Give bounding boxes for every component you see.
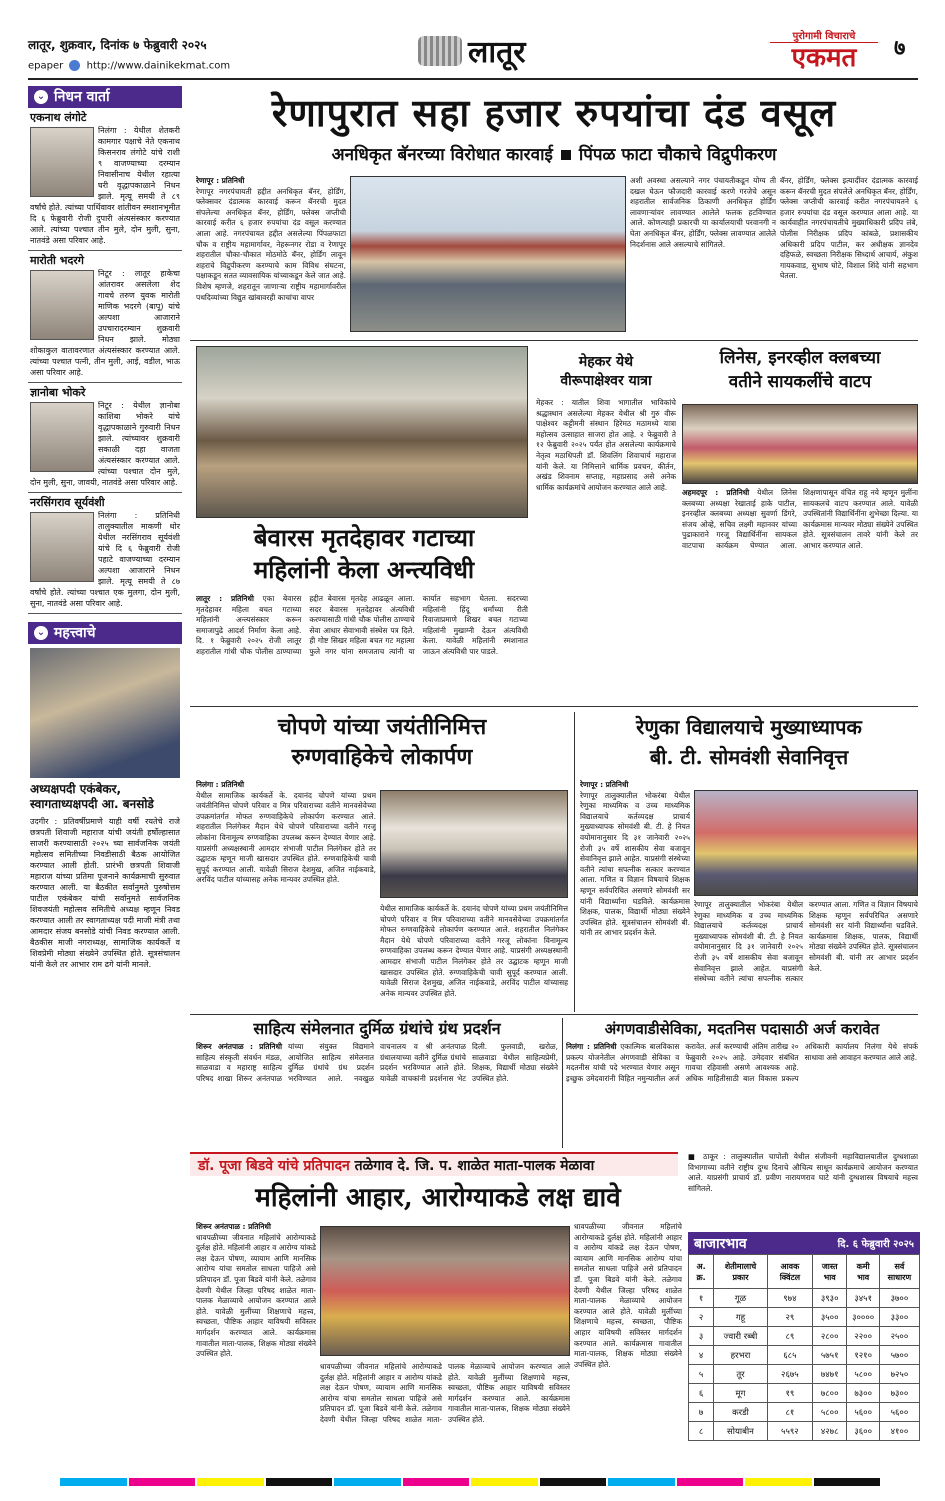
health-text-col3: धावपळीच्या जीवनात महिलांचे आरोग्याकडे दुर्लक्ष होते. महिलांनी आहार व आरोग्य यांकडे लक्ष देऊन पोषण, व्यायाम आणि मानसिक आरोग्य यांचा समतोल साधला पाहिजे असे प्रतिपादन डॉ. पूजा बिडवे यांनी केले. तळेगाव देवणी येथील जिल्हा परिषद शाळेत माता-पालक मेळाव्याचे आयोजन करण्यात आले होते. यावेळी मुलींच्या शिक्षणाचे महत्त्व, स्वच्छता, पौष्टिक आहार याविषयी सविस्तर मार्गदर्शन करण्यात आले. कार्यक्रमास गावातील माता-पालक, शिक्षक मोठ्या संख्येने उपस्थित होते. xyxy=(574,1222,682,1369)
market-rates-title: बाजारभाव xyxy=(694,1235,747,1252)
yatra-kicker-a: मेहकर येथे xyxy=(578,354,634,370)
epaper-label: epaper xyxy=(28,60,64,72)
table-cell: ४२७८ xyxy=(812,1422,847,1441)
city-emblem-icon xyxy=(418,36,462,66)
thakur-brief: ■ ठाकूर : तालुक्यातील चापोली येथील संजीवनी महाविद्यालयातील दुग्धशाळा विभागाच्या वतीने राष्ट्रीय दुग्ध दिनाचे औचित्य साधून कार्यक्रमाचे आयोजन करण्यात आले. याप्रसंगी प्राचार्य डॉ. प्रवीण नारायणराव घाटे यांनी दुग्धशास्त्र विषयाचे महत्त्व सांगितले. xyxy=(688,1152,918,1193)
masthead-rule xyxy=(28,78,918,80)
lead-subhead xyxy=(190,142,918,165)
table-cell: ३६०० xyxy=(847,1422,879,1441)
obituary-text: निटूर : लातूर हाकेचा आंतरावर असलेला शेद गावचे तरुण युवक मारोती माणिक भदरगे (बापू) यांचे अल्पशा आजाराने उपचारादरम्यान शुक्रवारी निधन झाले. मोठ्या शोकाकुल वातावरणात अंत्यसंस्कार करण्यात आले. त्यांच्या पश्चात पत्नी, तीन मुली, आई, वडील, भाऊ असा परिवार आहे. xyxy=(30,269,180,377)
table-cell: ९७४ xyxy=(767,1289,812,1308)
table-cell: २६७५ xyxy=(767,1365,812,1384)
anganwadi-body: एकात्मिक बालविकास प्रकल्प योजनेतील अंगणवाडी सेविका व मदतनीस यांची पदे भरण्यात येणार असून इच्छुक उमेदवारांनी विहित नमुन्यातील अर्ज करावेत. अर्ज करण्याची अंतिम तारीख २० फेब्रुवारी २०२५ आहे. उमेदवार संबंधित गावचा रहिवासी असणे आवश्यक आहे. अधिक माहितीसाठी बाल विकास प्रकल्प अधिकारी कार्यालय निलंगा येथे संपर्क साधावा असे आवाहन करण्यात आले आहे. xyxy=(566,1042,918,1083)
table-row xyxy=(689,1403,920,1422)
retirement-photo xyxy=(694,790,918,896)
ambulance-text-col1 xyxy=(196,780,376,1012)
health-text-col2: धावपळीच्या जीवनात महिलांचे आरोग्याकडे दुर्लक्ष होते. महिलांनी आहार व आरोग्य यांकडे लक्ष देऊन पोषण, व्यायाम आणि मानसिक आरोग्य यांचा समतोल साधला पाहिजे असे प्रतिपादन डॉ. पूजा बिडवे यांनी केले. तळेगाव देवणी येथील जिल्हा परिषद शाळेत माता-पालक मेळाव्याचे आयोजन करण्यात आले होते. यावेळी मुलींच्या शिक्षणाचे महत्त्व, स्वच्छता, पौष्टिक आहार याविषयी सविस्तर मार्गदर्शन करण्यात आले. कार्यक्रमास गावातील माता-पालक, शिक्षक मोठ्या संख्येने उपस्थित होते. xyxy=(320,1362,570,1424)
table-cell: गहू xyxy=(714,1308,768,1327)
chevron-down-icon: ⌄ xyxy=(34,626,48,640)
sahitya-body: साहित्य संस्कृती संवर्धन मंडळ, साळवाडा व महाराष्ट्र साहित्य परिषद शाखा शिरूर अनंतपाळ यांच्या संयुक्त विद्यमाने आयोजित साहित्य संमेलनात दुर्मिळ ग्रंथांचे ग्रंथ प्रदर्शन भरविण्यात आले. नवखुळ वाचनालय व श्री अनंतपाळ ग्रंथालयाच्या वतीने दुर्मिळ ग्रंथांचे प्रदर्शन भरविण्यात आले होते. यावेळी वाचकांनी प्रदर्शनास भेट दिली. फुलवाडी, खरोळ, साळवाडा येथील साहित्यप्रेमी, शिक्षक, विद्यार्थी मोठ्या संख्येने उपस्थित होते. xyxy=(196,1042,558,1083)
table-cell: ८९ xyxy=(767,1327,812,1346)
lead-headline: रेणापुरात सहा हजार रुपयांचा दंड वसूल xyxy=(271,90,837,135)
market-rates-header xyxy=(688,1232,920,1254)
table-cell: ८१ xyxy=(767,1403,812,1422)
lead-text-col1 xyxy=(196,176,346,334)
lead-byline: रेणापूर : प्रतिनिधी xyxy=(196,176,245,185)
globe-icon xyxy=(69,60,80,71)
health-banner-rest: तळेगाव दे. जि. प. शाळेत माता-पालक मेळावा xyxy=(354,1158,595,1174)
anganwadi-headline: अंगणवाडीसेविका, मदतनिस पदासाठी अर्ज करावेत xyxy=(604,1020,880,1038)
ambulance-headline-a: चोपणे यांच्या जयंतीनिमित्त xyxy=(277,714,487,740)
obituary-name: नरसिंगराव सूर्यवंशी xyxy=(30,496,105,509)
table-row xyxy=(689,1365,920,1384)
obituary-name: एकनाथ लंगोटे xyxy=(30,111,87,124)
sahitya-headline: साहित्य संमेलनात दुर्मिळ ग्रंथांचे ग्रंथ प्रदर्शन xyxy=(253,1019,501,1038)
table-cell: ४१०० xyxy=(879,1422,919,1441)
banners-photo xyxy=(350,176,626,332)
table-row xyxy=(689,1384,920,1403)
funeral-headline-b: महिलांनी केला अन्त्यविधी xyxy=(253,555,475,584)
table-cell: २२०० xyxy=(847,1327,879,1346)
funeral-headline xyxy=(196,522,532,586)
table-cell: ३५०० xyxy=(812,1308,847,1327)
ambulance-photo xyxy=(380,790,568,898)
column-header: जास्त भाव xyxy=(812,1255,847,1289)
funeral-text xyxy=(196,594,528,704)
lead-text-col4: बॅनर, होर्डिंग, फ्लेक्स इत्यादींवर दंडात्मक कारवाई करून बॅनरची मुदत संपलेले अनधिकृत बॅनर, होर्डिंग, फ्लेक्स जप्तीची कारवाई करीत नगरपंचायतने ६ हजार रुपयांचा दंड वसूल करण्यात आला आहे. या कार्यवाहीत नगरपंचायतीचे मुख्याधिकारी प्रदिप लंबे, पोलीस निरीक्षक प्रदिप कांबळे, प्रशासकीय अधिकारी प्रदिप पाटील, कर अधीक्षक ज्ञानदेव दहिफळे, स्वच्छता निरीक्षक सिध्दार्थ आचार्य, अंकुश गायकवाड, सुभाष घोटे, विशाल शिंदे यांनी सहभाग घेतला. xyxy=(780,176,918,281)
health-text-col1 xyxy=(196,1222,316,1472)
table-header-row xyxy=(689,1255,920,1289)
table-cell: ३०००० xyxy=(847,1308,879,1327)
city-name: लातूर xyxy=(468,35,526,70)
health-banner xyxy=(190,1152,678,1176)
table-cell: २९ xyxy=(767,1308,812,1327)
table-cell: ५८०० xyxy=(847,1365,879,1384)
table-cell: तूर xyxy=(714,1365,768,1384)
lions-body: येथील लिनेस क्लबच्या अध्यक्षा रेखाताई हाके पाटील, इनरव्हील क्लबच्या अध्यक्षा सुवर्णा डिंगरे, संजय ओव्हे, सचिव लक्ष्मी महानवर यांच्या पुढाकाराने गरजू विद्यार्थिनींना सायकल वाटपाचा कार्यक्रम घेण्यात आला. शिक्षणापासून वंचित राहू नये म्हणून मुलींना सायकलचे वाटप करण्यात आले. यावेळी उपस्थितांनी विद्यार्थिनींना शुभेच्छा दिल्या. या कार्यक्रमास मान्यवर मोठ्या संख्येने उपस्थित होते. सूत्रसंचालन तावरे यांनी केले तर आभार करण्यात आले. xyxy=(682,488,918,550)
market-rates-body xyxy=(689,1289,920,1441)
obituary-portrait xyxy=(30,270,94,340)
divider xyxy=(574,712,575,1012)
column-header: अ. क्र. xyxy=(689,1255,714,1289)
ambulance-body: येथील सामाजिक कार्यकर्ते के. दयानंद चोपणे यांच्या प्रथम जयंतीनिमित्त चोपणे परिवार व मित्र परिवाराच्या वतीने मानवसेवेच्या उपक्रमांतर्गत मोफत रुग्णवाहिकेचे लोकार्पण करण्यात आले. शहरातील निलंगेकर मैदान येथे चोपणे परिवाराच्या वतीने गरजू लोकांना विनामूल्य रुग्णवाहिका उपलब्ध करून देण्यात येणार आहे. याप्रसंगी अध्यक्षस्थानी आमदार संभाजी पाटील निलंगेकर होते तर उद्घाटक म्हणून माजी खासदार उपस्थित होते. रुग्णवाहिकेची चावी सुपूर्द करण्यात आली. यावेळी सिराज देशमुख, अजित नाईकवाडे, अरविंद पाटील यांच्यासह अनेक मान्यवर उपस्थित होते. xyxy=(196,790,376,885)
lead-subhead-b: पिंपळ फाटा चौकाचे विद्रुपीकरण xyxy=(578,145,777,165)
table-cell: ३३०० xyxy=(879,1308,919,1327)
market-rates-date: दि. ६ फेब्रुवारी २०२५ xyxy=(837,1239,914,1250)
epaper-line xyxy=(28,60,230,72)
print-registration-bar xyxy=(60,1478,880,1486)
health-body: धावपळीच्या जीवनात महिलांचे आरोग्याकडे दुर्लक्ष होते. महिलांनी आहार व आरोग्य यांकडे लक्ष देऊन पोषण, व्यायाम आणि मानसिक आरोग्य यांचा समतोल साधला पाहिजे असे प्रतिपादन डॉ. पूजा बिडवे यांनी केले. तळेगाव देवणी येथील जिल्हा परिषद शाळेत माता-पालक मेळाव्याचे आयोजन करण्यात आले होते. यावेळी मुलींच्या शिक्षणाचे महत्त्व, स्वच्छता, पौष्टिक आहार याविषयी सविस्तर मार्गदर्शन करण्यात आले. कार्यक्रमास गावातील माता-पालक, शिक्षक मोठ्या संख्येने उपस्थित होते. xyxy=(196,1232,316,1359)
table-cell: ५६०० xyxy=(847,1403,879,1422)
renuka-headline xyxy=(580,712,918,772)
health-headline: महिलांनी आहार, आरोग्याकडे लक्ष द्यावे xyxy=(255,1183,621,1213)
renuka-text-col2: रेणापूर तालुक्यातील भोकरंबा येथील रेणुका माध्यमिक व उच्च माध्यमिक विद्यालयाचे कर्तव्यदक्ष प्राचार्य मुख्याध्यापक सोमवंशी बी. टी. हे नियत वयोमानानुसार दि ३१ जानेवारी २०२५ रोजी ३५ वर्षे शासकीय सेवा बजावून सेवानिवृत्त झाले आहेत. याप्रसंगी संस्थेच्या वतीने त्यांचा सपत्नीक सत्कार करण्यात आला. गणित व विज्ञान विषयाचे शिक्षक म्हणून सर्वपरिचित असणारे सोमवंशी सर यांनी विद्यार्थ्यांना घडविले. कार्यक्रमास शिक्षक, पालक, विद्यार्थी मोठ्या संख्येने उपस्थित होते. सूत्रसंचालन सोमवंशी बी. यांनी तर आभार प्रदर्शन केले. xyxy=(694,900,918,984)
table-cell: ६८५ xyxy=(767,1346,812,1365)
lead-subhead-a: अनधिकृत बॅनरच्या विरोधात कारवाई xyxy=(331,145,553,165)
divider xyxy=(190,1014,918,1015)
yatra-kicker xyxy=(536,352,676,390)
table-cell: ज्वारी रब्बी xyxy=(714,1327,768,1346)
city-logo xyxy=(418,30,558,72)
yatra-kicker-b: वीरूपाक्षेश्वर यात्रा xyxy=(560,373,652,389)
ambulance-text-col2: येथील सामाजिक कार्यकर्ते के. दयानंद चोपणे यांच्या प्रथम जयंतीनिमित्त चोपणे परिवार व मित्र परिवाराच्या वतीने मानवसेवेच्या उपक्रमांतर्गत मोफत रुग्णवाहिकेचे लोकार्पण करण्यात आले. शहरातील निलंगेकर मैदान येथे चोपणे परिवाराच्या वतीने गरजू लोकांना विनामूल्य रुग्णवाहिका उपलब्ध करून देण्यात येणार आहे. याप्रसंगी अध्यक्षस्थानी आमदार संभाजी पाटील निलंगेकर होते तर उद्घाटक म्हणून माजी खासदार उपस्थित होते. रुग्णवाहिकेची चावी सुपूर्द करण्यात आली. यावेळी सिराज देशमुख, अजित नाईकवाडे, अरविंद पाटील यांच्यासह अनेक मान्यवर उपस्थित होते. xyxy=(380,904,568,998)
funeral-photo xyxy=(196,346,528,518)
lead-text-col3: अशी अवस्था असल्याने नगर पंचायतीकडून योग्य ती दखल घेऊन फौजदारी कारवाई करणे गरजेचे असून शहरातील सार्वजनिक ठिकाणी अनधिकृत होर्डिंग लावणाऱ्यांवर लावण्यात आलेले फलक हटविण्यात आले. कोणत्याही प्रकारची या कार्यालयाची परवानगी न घेता अनधिकृत बॅनर, होर्डिंग, फ्लेक्स लावण्यात आलेले निदर्शनास आले असल्याचे सांगितले. xyxy=(630,176,776,249)
table-row xyxy=(689,1308,920,1327)
table-cell: ७३०० xyxy=(879,1384,919,1403)
obituary-text: निलंगा : येथील शेतकरी कामगार पक्षाचे नेते एकनाथ किसनराव लंगोटे यांचे राशी ९ वाजण्याच्या दरम्यान निवासीनाच येथील रहात्या घरी वृद्धापकाळाने निधन झाले. मृत्यू समयी ते ८९ वर्षांचे होते. त्यांच्या पार्थिवावर शांतीवन स्मशानभूमीत दि ६ फेब्रुवारी रोजी दुपारी अंत्यसंस्कार करण्यात आले. त्यांच्या पश्चात तीन मुले, दोन मुली, सुना, नातवंडे असा परिवार आहे. xyxy=(30,126,180,245)
obituary-text: निलंगा : प्रतिनिधी तालुक्यातील माकणी थोर येथील नरसिंगराव सूर्यवंशी यांचे दि ६ फेब्रुवारी रोजी पहाटे वाजण्याच्या दरम्यान अल्पशा आजाराने निधन झाले. मृत्यू समयी ते ८७ वर्षांचे होते. त्यांच्या पश्चात एक मुलगा, दोन मुली, सुना, नातवंडे असा परिवार आहे. xyxy=(30,511,180,608)
brand-logo xyxy=(770,28,878,73)
renuka-headline-a: रेणुका विद्यालयाचे मुख्याध्यापक xyxy=(636,715,862,739)
health-banner-red: डॉ. पूजा बिडवे यांचे प्रतिपादन xyxy=(198,1158,350,1174)
website-link[interactable]: http://www.dainikekmat.com xyxy=(86,60,231,72)
column-header: कमी भाव xyxy=(847,1255,879,1289)
mothers-meeting-photo xyxy=(320,1226,570,1356)
table-cell: ७८०० xyxy=(812,1384,847,1403)
ambulance-headline xyxy=(196,712,568,772)
table-row xyxy=(689,1346,920,1365)
column-header: आवक क्विंटल xyxy=(767,1255,812,1289)
table-cell: ७३०० xyxy=(847,1384,879,1403)
lions-headline-b: वतीने सायकलींचे वाटप xyxy=(728,372,872,392)
important-story-text: उदगीर : प्रतिवर्षीप्रमाणे याही वर्षी रयतेचे राजे छत्रपती शिवाजी महाराज यांची जयंती हर्षोल्हासात साजरी करण्यासाठी २०२५ च्या सार्वजनिक जयंती महोत्सव समितीच्या निवडीसाठी बैठक आयोजित करण्यात आली होती. प्रारंभी छत्रपती शिवाजी महाराज यांच्या प्रतिमा पूजनाने कार्यक्रमाची सुरुवात करण्यात आली. या बैठकीत सर्वानुमते पुरुषोत्तम पाटील एकंबेकर यांची सर्वानुमते सार्वजनिक शिवजयंती महोत्सव समितीचे अध्यक्ष म्हणून निवड करण्यात आली तर स्वागताध्यक्ष पदी माजी मंत्री तथा आमदार संजय बनसोडे यांची निवड करण्यात आली. बैठकीस माजी नगराध्यक्ष, सामाजिक कार्यकर्ते व शिवप्रेमी मोठ्या संख्येने उपस्थित होते. सूत्रसंचालन यांनी केले तर आभार राम ढगे यांनी मानले. xyxy=(30,817,180,969)
table-row xyxy=(689,1327,920,1346)
table-cell: ५६०० xyxy=(879,1403,919,1422)
lead-body-a: रेणापूर नगरपंचायती हद्दीत अनधिकृत बॅनर, होर्डिंग, फ्लेक्सवर दंडात्मक कारवाई करून बॅनरची मुदत संपलेल्या अनधिकृत बॅनर, होर्डिंग, फ्लेक्स जप्तीची कारवाई करीत ६ हजार रुपयांचा दंड वसूल करण्यात आला आहे. नगरपंचायत हद्दीत असलेल्या पिंपळफाटा चौक व राष्ट्रीय महामार्गावर, नेहरूनगर रोडा व रेणापूर शहरातील चौका-चौकात मोठमोठे बॅनर, होर्डिंग लावून शहराचे विद्रुपीकरण करण्याचे काम विविध संघटना, पक्षाकडून सतत व्यावसायिक यांच्याकडून केले जात आहे. विशेष म्हणजे, शहरातून जाणाऱ्या राष्ट्रीय महामार्गावरील पथदिव्यांच्या विद्युत खांबावरही काचांचा वापर xyxy=(196,186,346,302)
dateline: लातूर, शुक्रवार, दिनांक ७ फेब्रुवारी २०२५ xyxy=(28,38,207,52)
table-row xyxy=(689,1289,920,1308)
market-rates-box xyxy=(688,1232,920,1441)
table-cell: ५ xyxy=(689,1365,714,1384)
obituary-portrait xyxy=(30,402,94,472)
renuka-text-col1 xyxy=(580,780,690,1012)
table-cell: ६ xyxy=(689,1384,714,1403)
table-cell: १९ xyxy=(767,1384,812,1403)
table-cell: ३४५१ xyxy=(847,1289,879,1308)
table-cell: ७४७१ xyxy=(812,1365,847,1384)
table-cell: ५८०० xyxy=(812,1403,847,1422)
funeral-body: एका बेवारस मृतदेहावर महिला बचत गटाच्या महिलांनी अन्त्यसंस्कार करून समाजापुढे आदर्श निर्माण केला आहे. दि. १ फेब्रुवारी २०२५ रोजी लातूर शहरातील गांधी चौक पोलीस ठाण्याच्या हद्दीत बेवारस मृतदेह आढळून आला. सदर बेवारस मृतदेहावर अंत्यविधी करण्यासाठी गांधी चौक पोलीस ठाण्याचे सेवा आधार सेवाभावी संस्थेस पत्र दिले. ही गोष्ट सिखर महिला बचत गट महात्मा फुले नगर यांना समजताच त्यांनी या कार्यात सहभाग घेतला. सदरच्या महिलांनी हिंदू धर्मांच्या रीती रिवाजाप्रमाणे शिखर बचत गटाच्या महिलांनी मुखाग्नी देऊन अंत्यविधी केला. यावेळी महिलांनी स्मशानात जाऊन अंत्यविधी पार पाडले. xyxy=(196,594,528,656)
page-number: ७ xyxy=(894,36,906,61)
table-cell: २ xyxy=(689,1308,714,1327)
brand-tagline: पुरोगामी विचाराचे xyxy=(770,28,878,43)
sahitya-byline: शिरूर अनंतपाळ : प्रतिनिधी xyxy=(196,1042,282,1051)
table-cell: करडी xyxy=(714,1403,768,1422)
table-cell: ५७५१ xyxy=(812,1346,847,1365)
obituary-portrait xyxy=(30,127,94,197)
lions-headline xyxy=(682,346,918,394)
table-cell: ३ xyxy=(689,1327,714,1346)
felicitation-photo xyxy=(30,648,180,778)
divider xyxy=(562,1018,563,1148)
divider xyxy=(190,706,918,707)
important-section-header xyxy=(28,622,182,644)
obituary-item xyxy=(28,493,182,614)
left-column xyxy=(28,86,182,1466)
lions-text xyxy=(682,488,918,698)
table-cell: ७२५० xyxy=(879,1365,919,1384)
column-header: सर्व साधारण xyxy=(879,1255,919,1289)
table-row xyxy=(689,1422,920,1441)
table-cell: ३९३० xyxy=(812,1289,847,1308)
column-header: शेतीमालाचे प्रकार xyxy=(714,1255,768,1289)
table-cell: १ xyxy=(689,1289,714,1308)
obituary-section-header xyxy=(28,86,182,108)
yatra-text: मेहकर : यातील शिवा भागातील भाविकांचे श्रद्धास्थान असलेल्या मेहकर येथील श्री गुरु वीरू पाक्षेश्वर कट्टीमनी संस्थान हिरेमठ मठामध्ये यात्रा महोत्सव उत्साहात साजरा होत आहे. २ फेब्रुवारी ते १२ फेब्रुवारी २०२५ पर्यंत होत असलेल्या कार्यक्रमाचे नेतृत्व मठाधिपती डॉ. शिवलिंग शिवाचार्य महाराज यांनी केले. या निमित्ताने धार्मिक प्रवचन, कीर्तन, अखंड शिवनाम सप्ताह, महाप्रसाद असे अनेक धार्मिक कार्यक्रमांचे आयोजन करण्यात आले आहे. xyxy=(536,398,676,492)
table-cell: ७ xyxy=(689,1403,714,1422)
lions-headline-a: लिनेस, इनरव्हील क्लबच्या xyxy=(719,348,881,368)
important-story-title: अध्यक्षपदी एकंबेकर, स्वागताध्यक्षपदी आ. बनसोडे xyxy=(30,782,154,811)
funeral-byline: लातूर : प्रतिनिधी xyxy=(196,594,254,603)
anganwadi-text xyxy=(566,1042,918,1148)
divider xyxy=(190,340,918,341)
obituary-name: मारोती भदरगे xyxy=(30,254,84,267)
obituary-section-title: निधन वार्ता xyxy=(54,88,110,105)
brand-name: एकमत xyxy=(791,43,857,73)
sahitya-text xyxy=(196,1042,558,1148)
obituary-text: निटूर : येथील ज्ञानोबा काशिबा भोकरे यांचे वृद्धापकाळाने गुरुवारी निधन झाले. त्यांच्यावर शुक्रवारी सकाळी दहा वाजता अंत्यसंस्कार करण्यात आले. त्यांच्या पश्चात दोन मुले, दोन मुली, सुना, जावयी, नातवंडे असा परिवार आहे. xyxy=(30,401,180,487)
table-cell: २८०० xyxy=(812,1327,847,1346)
cycle-distribution-photo xyxy=(682,404,918,484)
chevron-down-icon: ⌄ xyxy=(34,90,48,104)
masthead xyxy=(0,0,945,86)
obituary-portrait xyxy=(30,512,94,582)
table-cell: ३७०० xyxy=(879,1289,919,1308)
obituary-item xyxy=(28,251,182,383)
square-bullet-icon xyxy=(561,150,571,160)
table-cell: ५५९२ xyxy=(767,1422,812,1441)
table-cell: गूळ xyxy=(714,1289,768,1308)
table-cell: हरभरा xyxy=(714,1346,768,1365)
renuka-body: रेणापूर तालुक्यातील भोकरंबा येथील रेणुका माध्यमिक व उच्च माध्यमिक विद्यालयाचे कर्तव्यदक्ष प्राचार्य मुख्याध्यापक सोमवंशी बी. टी. हे नियत वयोमानानुसार दि ३१ जानेवारी २०२५ रोजी ३५ वर्षे शासकीय सेवा बजावून सेवानिवृत्त झाले आहेत. याप्रसंगी संस्थेच्या वतीने त्यांचा सपत्नीक सत्कार करण्यात आला. गणित व विज्ञान विषयाचे शिक्षक म्हणून सर्वपरिचित असणारे सोमवंशी सर यांनी विद्यार्थ्यांना घडविले. कार्यक्रमास शिक्षक, पालक, विद्यार्थी मोठ्या संख्येने उपस्थित होते. सूत्रसंचालन सोमवंशी बी. यांनी तर आभार प्रदर्शन केले. xyxy=(580,790,690,938)
anganwadi-byline: निलंगा : प्रतिनिधी xyxy=(566,1042,617,1051)
ambulance-headline-b: रुग्णवाहिकेचे लोकार्पण xyxy=(291,744,473,770)
obituary-item xyxy=(28,108,182,251)
health-byline: शिरूर अनंतपाळ : प्रतिनिधी xyxy=(196,1222,271,1231)
table-cell: मूग xyxy=(714,1384,768,1403)
table-cell: सोयाबीन xyxy=(714,1422,768,1441)
obituary-name: ज्ञानोबा भोकरे xyxy=(30,386,86,399)
ambulance-byline: निलंगा : प्रतिनिधी xyxy=(196,780,245,789)
obituary-item xyxy=(28,383,182,493)
market-rates-table xyxy=(688,1254,920,1441)
table-cell: ४ xyxy=(689,1346,714,1365)
table-cell: २५०० xyxy=(879,1327,919,1346)
lions-byline: अहमदपूर : प्रतिनिधी xyxy=(682,488,750,497)
renuka-headline-b: बी. टी. सोमवंशी सेवानिवृत्त xyxy=(649,745,849,769)
table-cell: १२१० xyxy=(847,1346,879,1365)
funeral-headline-a: बेवारस मृतदेहावर गटाच्या xyxy=(253,523,475,552)
table-cell: ८ xyxy=(689,1422,714,1441)
table-cell: ५७०० xyxy=(879,1346,919,1365)
renuka-byline: रेणापूर : प्रतिनिधी xyxy=(580,780,629,789)
important-section-title: महत्त्वाचे xyxy=(54,624,96,641)
